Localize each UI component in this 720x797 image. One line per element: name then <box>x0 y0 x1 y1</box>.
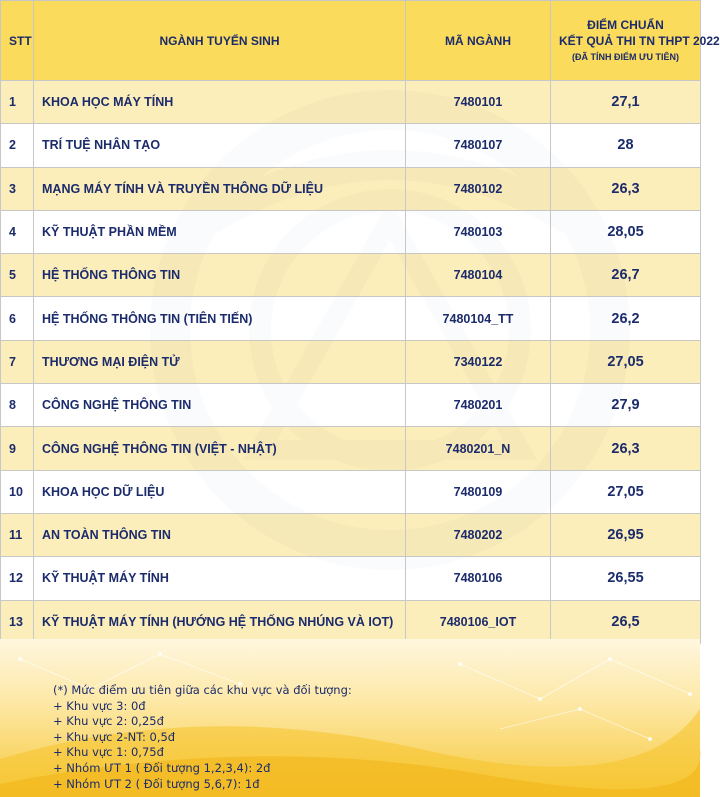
header-score-line1: ĐIỂM CHUẨN <box>587 17 664 32</box>
row-major-code: 7340122 <box>406 340 551 383</box>
row-stt: 7 <box>1 340 34 383</box>
row-cutoff-score: 26,55 <box>551 557 701 600</box>
note-line: + Khu vực 2: 0,25đ <box>53 714 164 729</box>
row-major-code: 7480103 <box>406 210 551 253</box>
row-cutoff-score: 26,3 <box>551 167 701 210</box>
table-row <box>1 600 701 643</box>
table-row <box>1 210 701 253</box>
row-major-code: 7480104_TT <box>406 297 551 340</box>
priority-notes <box>53 683 352 792</box>
row-cutoff-score: 26,5 <box>551 600 701 643</box>
row-stt: 8 <box>1 384 34 427</box>
row-major-code: 7480202 <box>406 513 551 556</box>
header-stt: STT <box>1 1 34 81</box>
row-major-code: 7480107 <box>406 124 551 167</box>
table-row <box>1 124 701 167</box>
header-score <box>551 1 720 81</box>
table-row <box>1 384 701 427</box>
row-major-name: KỸ THUẬT MÁY TÍNH (HƯỚNG HỆ THỐNG NHÚNG VÀ IOT) <box>34 600 406 643</box>
row-stt: 10 <box>1 470 34 513</box>
row-major-name: CÔNG NGHỆ THÔNG TIN <box>34 384 406 427</box>
row-cutoff-score: 27,05 <box>551 340 701 383</box>
row-stt: 5 <box>1 254 34 297</box>
row-cutoff-score: 26,7 <box>551 254 701 297</box>
note-line: + Khu vực 2-NT: 0,5đ <box>53 729 176 744</box>
row-major-code: 7480201 <box>406 384 551 427</box>
note-line: + Khu vực 1: 0,75đ <box>53 745 164 760</box>
row-major-code: 7480106 <box>406 557 551 600</box>
row-major-code: 7480101 <box>406 81 551 124</box>
table-row <box>1 427 701 470</box>
footer-notes-area <box>0 639 700 797</box>
row-major-code: 7480109 <box>406 470 551 513</box>
row-cutoff-score: 27,9 <box>551 384 701 427</box>
row-major-name: KHOA HỌC DỮ LIỆU <box>34 470 406 513</box>
row-stt: 1 <box>1 81 34 124</box>
row-major-name: KHOA HỌC MÁY TÍNH <box>34 81 406 124</box>
table-row <box>1 167 701 210</box>
row-major-code: 7480102 <box>406 167 551 210</box>
row-cutoff-score: 28 <box>551 124 701 167</box>
row-stt: 11 <box>1 513 34 556</box>
table-header-row <box>1 1 701 81</box>
header-major: NGÀNH TUYỂN SINH <box>34 1 406 81</box>
row-major-name: HỆ THỐNG THÔNG TIN (TIÊN TIẾN) <box>34 297 406 340</box>
header-score-line3: (ĐÃ TÍNH ĐIỂM ƯU TIÊN) <box>572 51 679 62</box>
table-row <box>1 470 701 513</box>
row-major-name: CÔNG NGHỆ THÔNG TIN (VIỆT - NHẬT) <box>34 427 406 470</box>
row-stt: 9 <box>1 427 34 470</box>
row-stt: 13 <box>1 600 34 643</box>
table-row <box>1 81 701 124</box>
row-stt: 12 <box>1 557 34 600</box>
note-line: + Nhóm ƯT 1 ( Đối tượng 1,2,3,4): 2đ <box>53 760 271 775</box>
row-cutoff-score: 26,95 <box>551 513 701 556</box>
note-line: + Nhóm ƯT 2 ( Đối tượng 5,6,7): 1đ <box>53 776 260 791</box>
table-row <box>1 254 701 297</box>
header-score-line2: KẾT QUẢ THI TN THPT 2022 <box>559 33 720 48</box>
table-row <box>1 340 701 383</box>
table-row <box>1 513 701 556</box>
row-major-code: 7480104 <box>406 254 551 297</box>
row-cutoff-score: 28,05 <box>551 210 701 253</box>
note-line: (*) Mức điểm ưu tiên giữa các khu vực và đối tượng: <box>53 683 352 697</box>
row-stt: 4 <box>1 210 34 253</box>
row-major-name: KỸ THUẬT MÁY TÍNH <box>34 557 406 600</box>
row-major-name: TRÍ TUỆ NHÂN TẠO <box>34 124 406 167</box>
row-cutoff-score: 26,2 <box>551 297 701 340</box>
header-code: MÃ NGÀNH <box>406 1 551 81</box>
note-line: + Khu vực 3: 0đ <box>53 698 146 713</box>
row-major-name: HỆ THỐNG THÔNG TIN <box>34 254 406 297</box>
row-major-name: MẠNG MÁY TÍNH VÀ TRUYỀN THÔNG DỮ LIỆU <box>34 167 406 210</box>
row-major-name: AN TOÀN THÔNG TIN <box>34 513 406 556</box>
row-stt: 2 <box>1 124 34 167</box>
table-row <box>1 297 701 340</box>
row-major-name: KỸ THUẬT PHẦN MỀM <box>34 210 406 253</box>
table-row <box>1 557 701 600</box>
row-major-code: 7480201_N <box>406 427 551 470</box>
row-stt: 3 <box>1 167 34 210</box>
row-cutoff-score: 27,1 <box>551 81 701 124</box>
row-cutoff-score: 26,3 <box>551 427 701 470</box>
row-major-name: THƯƠNG MẠI ĐIỆN TỬ <box>34 340 406 383</box>
row-cutoff-score: 27,05 <box>551 470 701 513</box>
row-stt: 6 <box>1 297 34 340</box>
row-major-code: 7480106_IOT <box>406 600 551 643</box>
